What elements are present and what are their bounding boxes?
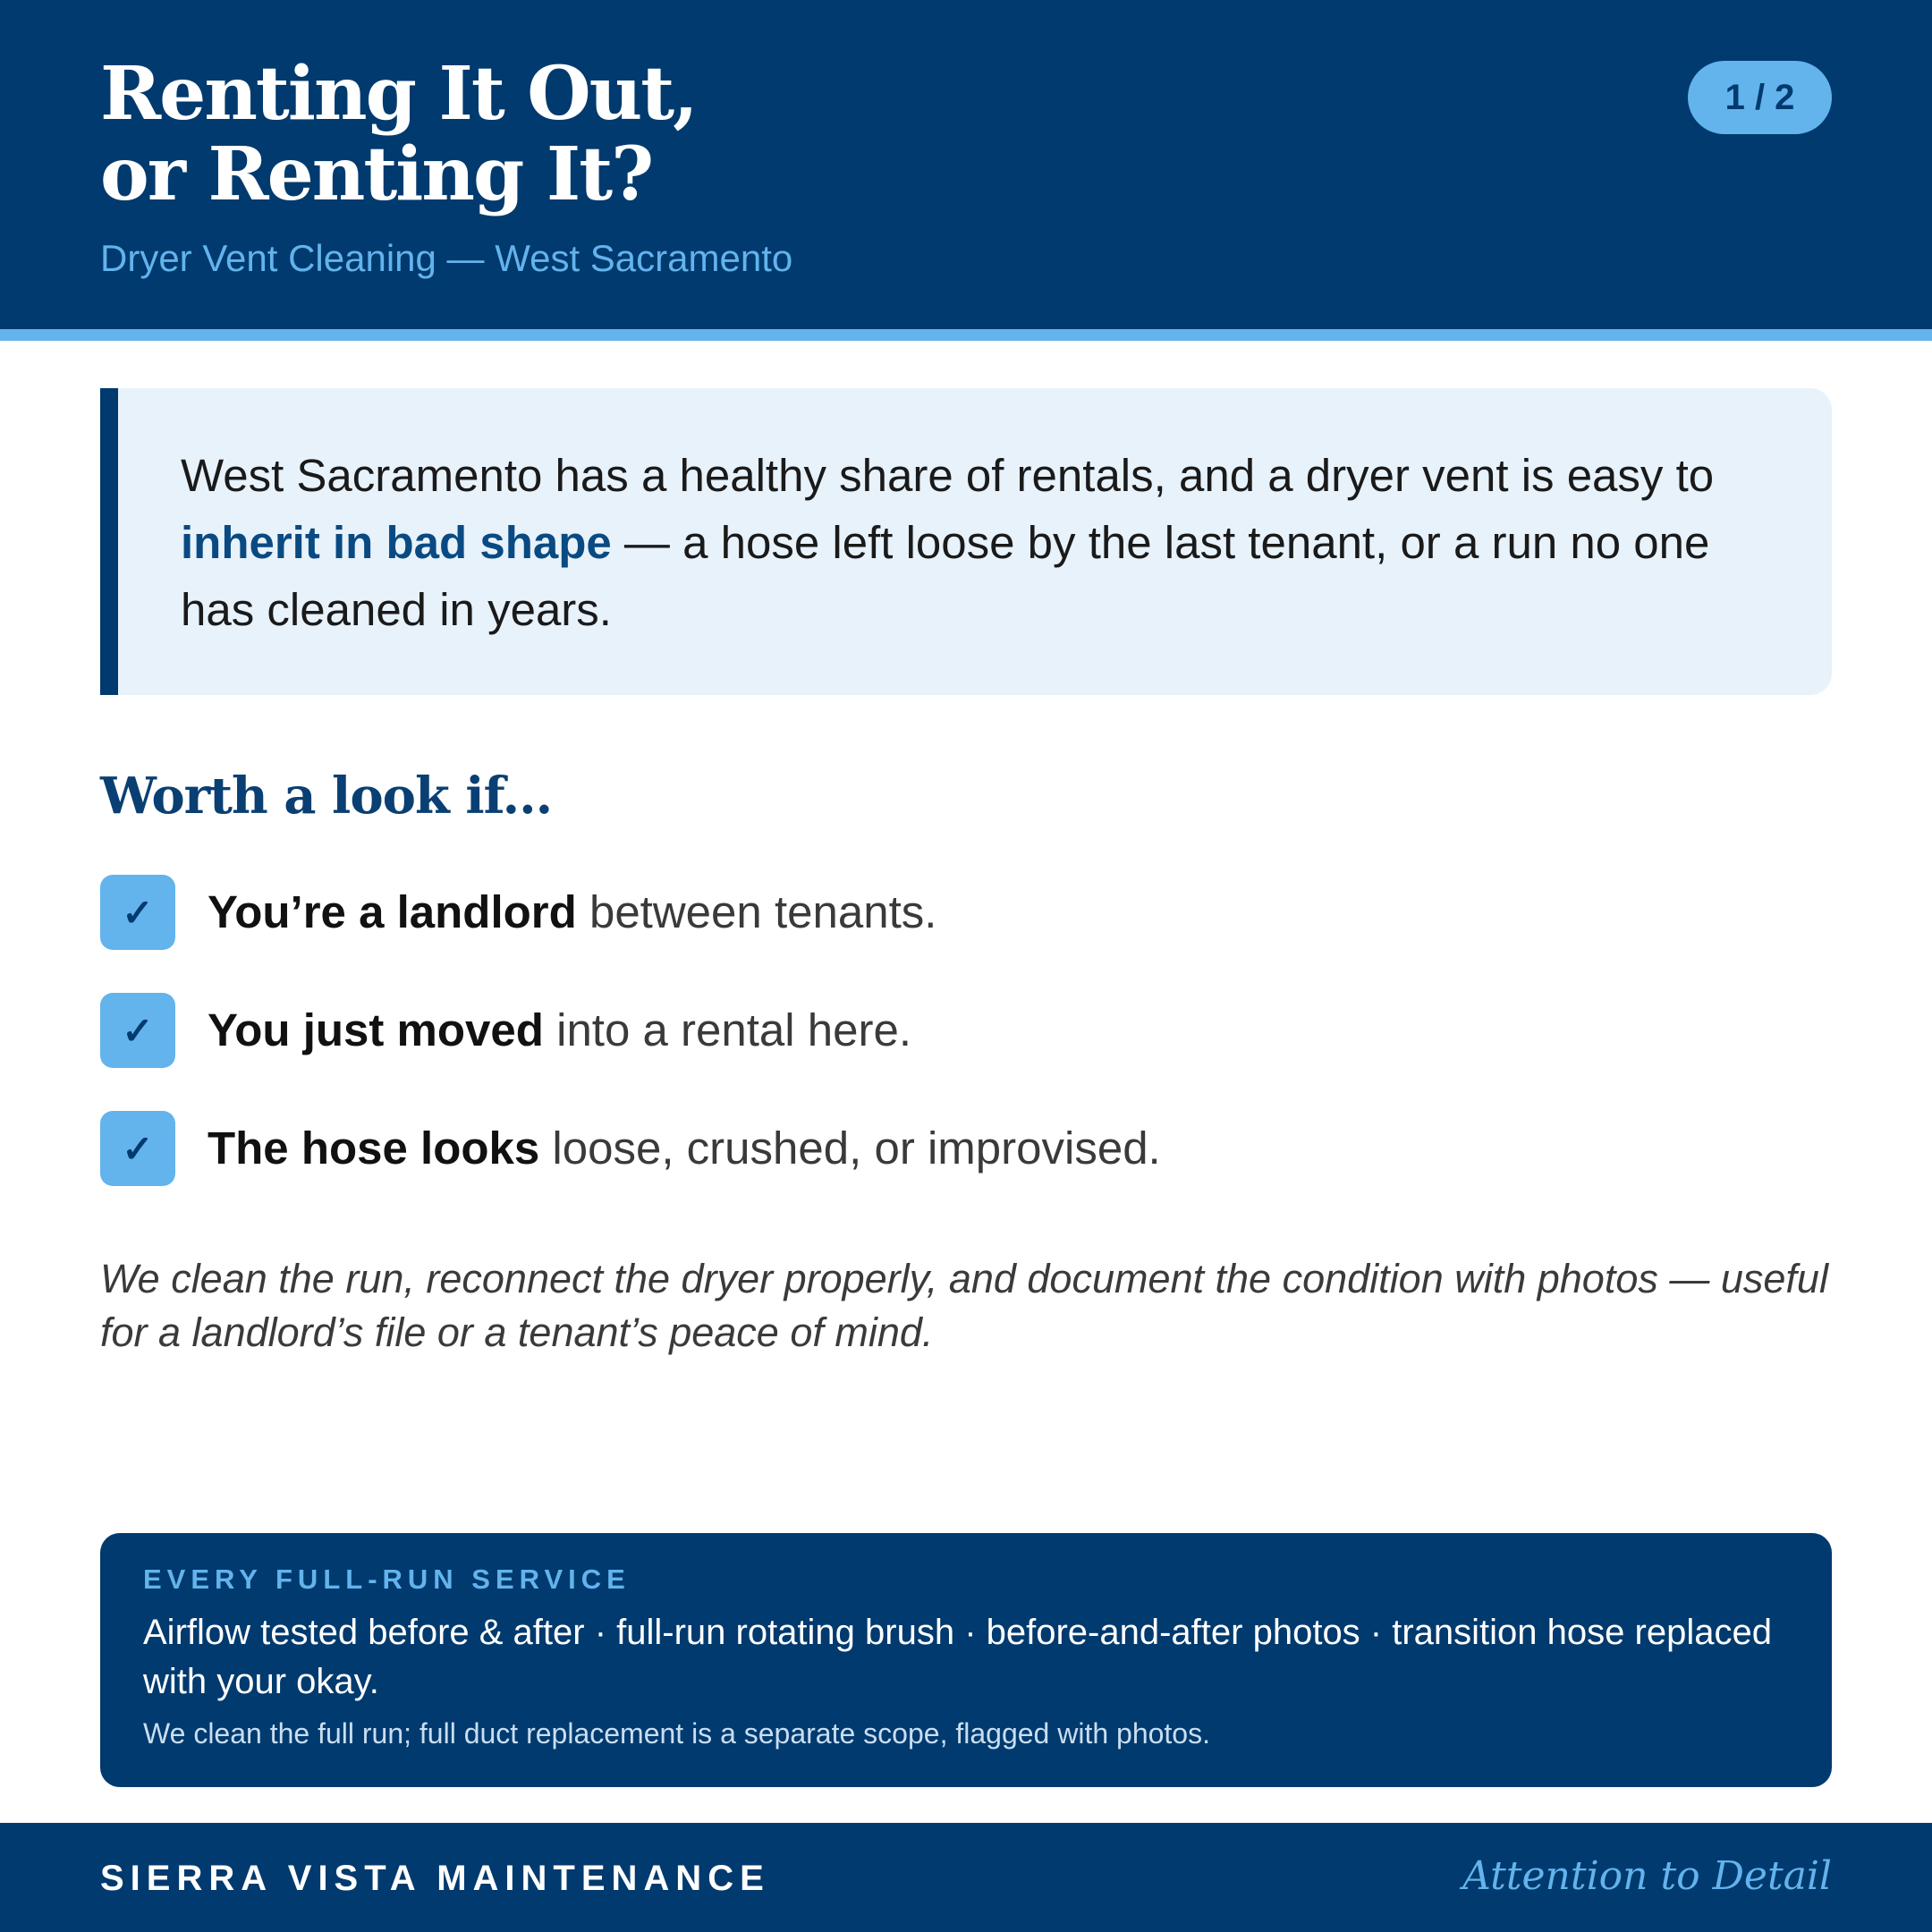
checklist-item-rest: into a rental here. bbox=[543, 1004, 912, 1055]
header-accent-stripe bbox=[0, 329, 1932, 341]
brand-tagline: Attention to Detail bbox=[1462, 1853, 1832, 1899]
page-title bbox=[100, 51, 1442, 217]
title-line-2: or Renting It? bbox=[100, 131, 653, 217]
brand-name: SIERRA VISTA MAINTENANCE bbox=[100, 1859, 770, 1898]
section-heading: Worth a look if... bbox=[100, 767, 553, 826]
checklist-item bbox=[100, 993, 1800, 1068]
intro-callout bbox=[100, 388, 1832, 695]
service-info-box bbox=[100, 1533, 1832, 1787]
intro-text-before: West Sacramento has a healthy share of rentals, and a dryer vent is easy to bbox=[181, 450, 1715, 501]
checklist-item bbox=[100, 875, 1800, 950]
intro-highlight: inherit in bad shape bbox=[181, 517, 612, 568]
checkmark-icon: ✓ bbox=[100, 1111, 175, 1186]
checklist-item-text bbox=[208, 886, 936, 939]
checklist-item bbox=[100, 1111, 1800, 1186]
intro-text-after: — a hose left loose by the last tenant, or a run no one has cleaned in years. bbox=[181, 517, 1710, 635]
checkmark-icon: ✓ bbox=[100, 993, 175, 1068]
checklist-item-text bbox=[208, 1122, 1161, 1175]
service-footnote: We clean the full run; full duct replacement is a separate scope, flagged with photos. bbox=[143, 1717, 1210, 1750]
checklist-item-strong: You just moved bbox=[208, 1004, 544, 1055]
header-banner bbox=[0, 0, 1932, 329]
footer-bar bbox=[0, 1823, 1932, 1932]
checklist-item-text bbox=[208, 1004, 911, 1057]
service-note: We clean the run, reconnect the dryer properly, and document the condition with photos — useful for a landlord’s file or a tenant’s peace of mind. bbox=[100, 1256, 1828, 1355]
checkmark-icon: ✓ bbox=[100, 875, 175, 950]
page-indicator-badge: 1 / 2 bbox=[1688, 61, 1832, 134]
checklist-item-strong: The hose looks bbox=[208, 1123, 540, 1174]
checklist-item-strong: You’re a landlord bbox=[208, 886, 577, 937]
service-label: EVERY FULL-RUN SERVICE bbox=[143, 1563, 631, 1595]
checklist-item-rest: between tenants. bbox=[576, 886, 937, 937]
page-subtitle: Dryer Vent Cleaning — West Sacramento bbox=[100, 237, 793, 279]
title-line-1: Renting It Out, bbox=[100, 51, 697, 137]
checklist-item-rest: loose, crushed, or improvised. bbox=[539, 1123, 1161, 1174]
service-description: Airflow tested before & after · full-run rotating brush · before-and-after photos · transition hose replaced with your okay. bbox=[143, 1613, 1772, 1701]
